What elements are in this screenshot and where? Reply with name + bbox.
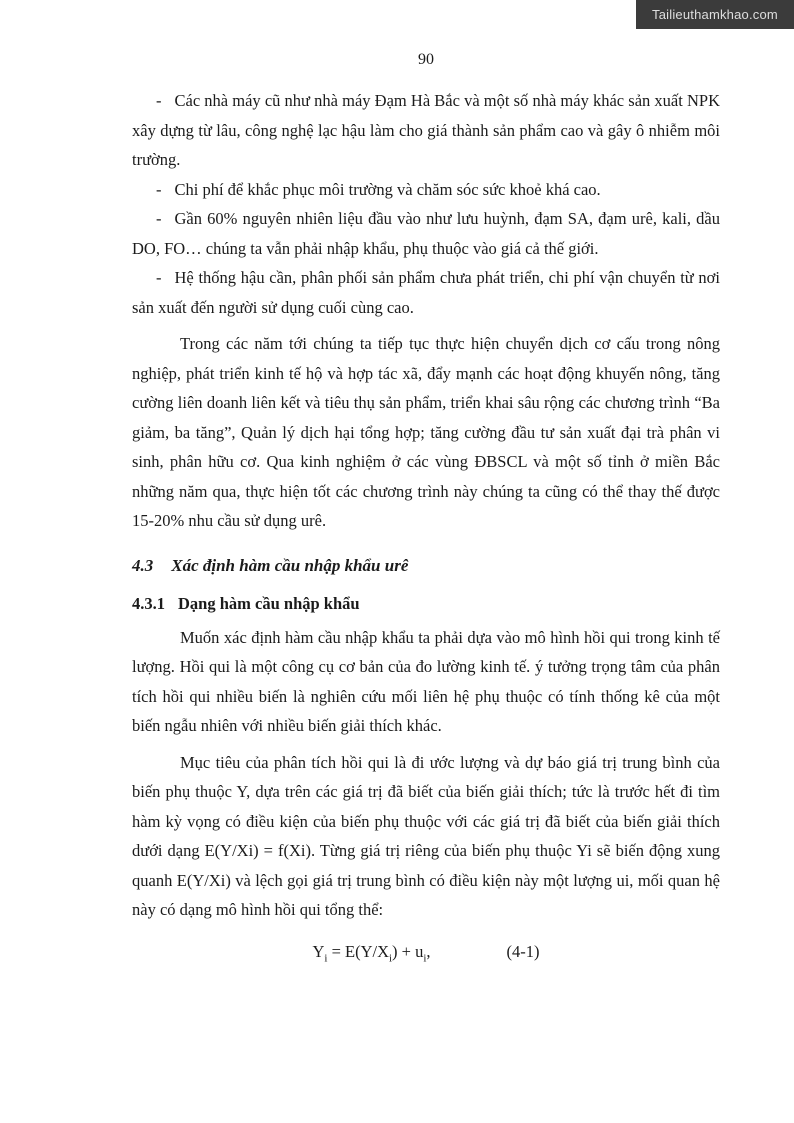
body-text <box>132 86 720 973</box>
list-item-text: Hệ thống hậu cần, phân phối sản phẩm chưa phát triển, chi phí vận chuyển từ nơi sản xuất đến người sử dụng cuối cùng cao. <box>132 268 720 317</box>
section-number: 4.3 <box>132 555 154 575</box>
list-item <box>132 175 720 205</box>
page-number: 90 <box>418 51 434 68</box>
subsection-number: 4.3.1 <box>132 593 165 613</box>
subsection-title: Dạng hàm cầu nhập khẩu <box>178 593 360 613</box>
equation-number: (4-1) <box>506 941 540 961</box>
section-heading <box>132 553 720 579</box>
list-item <box>132 263 720 322</box>
page-content <box>132 50 720 973</box>
list-item <box>132 86 720 175</box>
equation: $Y_i = E(Y/X_i) + u_i$, <box>312 941 431 964</box>
list-marker: - <box>156 91 162 110</box>
list-marker: - <box>156 179 162 199</box>
section-title: Xác định hàm cầu nhập khẩu urê <box>171 555 409 575</box>
list-item-text: Chi phí để khắc phục môi trường và chăm sóc sức khoẻ khá cao. <box>174 179 601 199</box>
paragraph: Muốn xác định hàm cầu nhập khẩu ta phải dựa vào mô hình hồi qui trong kinh tế lượng. Hồi qui là một công cụ cơ bản của đo lường kinh tế. ý tưởng trọng tâm của phân tích hồi qui nhiều biến là nghiên cứu mối liên hệ phụ thuộc có tính thống kê của một biến ngẫu nhiên với nhiều biến giải thích khác. <box>132 627 720 735</box>
list-item <box>132 204 720 263</box>
list-marker: - <box>156 209 162 228</box>
list-item-text: Các nhà máy cũ như nhà máy Đạm Hà Bắc và một số nhà máy khác sản xuất NPK xây dựng từ lâu, công nghệ lạc hậu làm cho giá thành sản phẩm cao và gây ô nhiễm môi trường. <box>132 91 720 169</box>
list-item-text: Gần 60% nguyên nhiên liệu đầu vào như lưu huỳnh, đạm SA, đạm urê, kali, dầu DO, FO… chúng ta vẫn phải nhập khẩu, phụ thuộc vào giá cả thế giới. <box>132 209 720 258</box>
list-marker: - <box>156 268 162 287</box>
subsection-heading <box>132 592 720 616</box>
paragraph: Trong các năm tới chúng ta tiếp tục thực hiện chuyển dịch cơ cấu trong nông nghiệp, phát triển kinh tế hộ và hợp tác xã, đẩy mạnh các hoạt động khuyến nông, tăng cường liên doanh liên kết và tiêu thụ sản phẩm, triển khai sâu rộng các chương trình “Ba giảm, ba tăng”, Quản lý dịch hại tổng hợp; tăng cường đầu tư sản xuất đại trà phân vi sinh, phân hữu cơ. Qua kinh nghiệm ở các vùng ĐBSCL và một số tỉnh ở miền Bắc những năm qua, thực hiện tốt các chương trình này chúng ta cũng có thể thay thế được 15-20% nhu cầu sử dụng urê. <box>132 334 720 530</box>
watermark <box>636 0 794 29</box>
watermark-text: Tailieuthamkhao.com <box>652 7 778 22</box>
paragraph: Mục tiêu của phân tích hồi qui là đi ước lượng và dự báo giá trị trung bình của biến phụ thuộc Y, dựa trên các giá trị đã biết của biến giải thích; tức là trước hết đi tìm hàm kỳ vọng có điều kiện của biến phụ thuộc với các giá trị đã biết của biến giải thích dưới dạng E(Y/Xi) = f(Xi). Từng giá trị riêng của biến phụ thuộc Yi sẽ biến động xung quanh E(Y/Xi) và lệch gọi giá trị trung bình có điều kiện này một lượng ui, mối quan hệ này có dạng mô hình hồi qui tổng thể: <box>132 752 720 919</box>
equation-row <box>132 937 720 973</box>
